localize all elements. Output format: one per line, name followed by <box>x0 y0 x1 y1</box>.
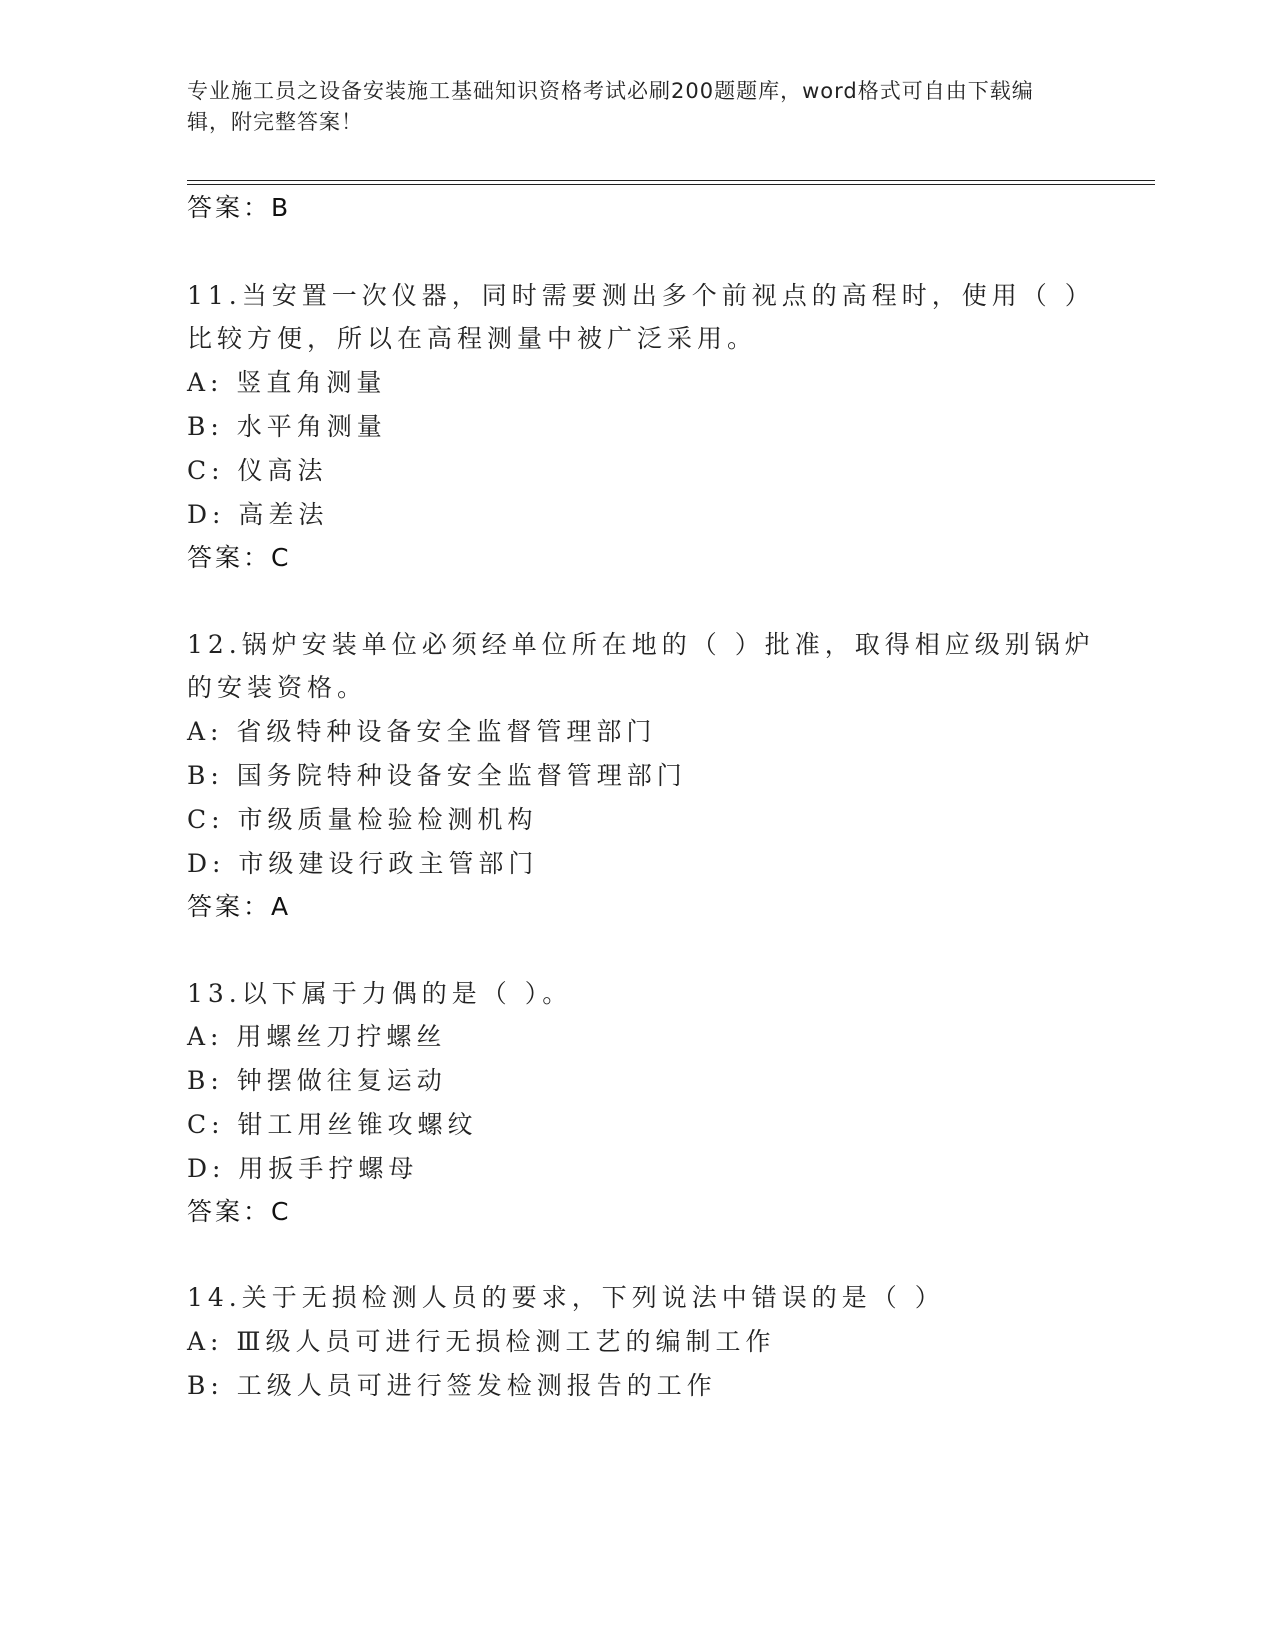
question-12-option-a: A: 省级特种设备安全监督管理部门 <box>187 717 657 746</box>
header-rule-top <box>187 180 1155 181</box>
answer-11: 答案：C <box>187 543 292 572</box>
document-header: 专业施工员之设备安装施工基础知识资格考试必刷200题题库，word格式可自由下载编辑，附完整答案！ <box>187 79 1034 134</box>
question-11-option-c: C: 仪高法 <box>187 456 328 485</box>
question-12-line-1: 12.锅炉安装单位必须经单位所在地的（ ）批准，取得相应级别锅炉 <box>187 630 1095 659</box>
question-11-option-d: D: 高差法 <box>187 500 329 529</box>
question-14-option-b: B: 工级人员可进行签发检测报告的工作 <box>187 1371 717 1400</box>
answer-13: 答案：C <box>187 1197 292 1226</box>
question-11-line-1: 11.当安置一次仪器，同时需要测出多个前视点的高程时，使用（ ） <box>187 281 1095 310</box>
question-14-line-1: 14.关于无损检测人员的要求，下列说法中错误的是（ ） <box>187 1283 945 1312</box>
question-13-option-b: B: 钟摆做往复运动 <box>187 1066 447 1095</box>
question-13-option-c: C: 钳工用丝锥攻螺纹 <box>187 1110 478 1139</box>
question-11-line-2: 比较方便，所以在高程测量中被广泛采用。 <box>187 324 758 353</box>
question-12-option-c: C: 市级质量检验检测机构 <box>187 805 538 834</box>
question-12-option-d: D: 市级建设行政主管部门 <box>187 849 539 878</box>
header-rule-bottom <box>187 184 1155 185</box>
answer-10: 答案：B <box>187 193 292 222</box>
question-11-option-a: A: 竖直角测量 <box>187 368 387 397</box>
answer-12: 答案：A <box>187 892 292 921</box>
question-13-line-1: 13.以下属于力偶的是（ ）。 <box>187 979 573 1008</box>
question-13-option-d: D: 用扳手拧螺母 <box>187 1154 419 1183</box>
question-11-option-b: B: 水平角测量 <box>187 412 387 441</box>
question-14-option-a: A: Ⅲ级人员可进行无损检测工艺的编制工作 <box>187 1327 776 1356</box>
question-13-option-a: A: 用螺丝刀拧螺丝 <box>187 1022 447 1051</box>
question-12-line-2: 的安装资格。 <box>187 673 368 702</box>
question-12-option-b: B: 国务院特种设备安全监督管理部门 <box>187 761 687 790</box>
